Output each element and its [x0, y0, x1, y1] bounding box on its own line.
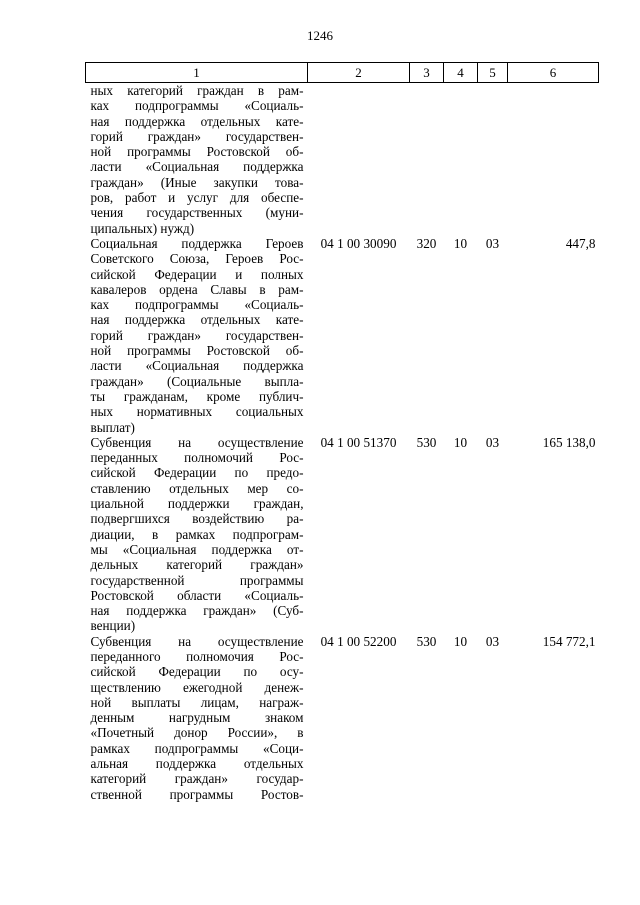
- description-line: ты гражданам, кроме публич-: [90, 388, 304, 404]
- row-description: [86, 236, 308, 435]
- table-row: [86, 435, 599, 634]
- table-row: [86, 236, 599, 435]
- description-line: ная поддержка отдельных кате-: [90, 113, 304, 129]
- description-line: ственной программы Ростов-: [90, 786, 304, 802]
- table-header: [86, 63, 599, 83]
- description-line: ных категорий граждан в рам-: [90, 83, 304, 98]
- description-line: сийской Федерации по осу-: [90, 664, 304, 680]
- row-code: 04 1 00 51370: [320, 434, 397, 450]
- description-line: ласти «Социальная поддержка: [90, 358, 304, 374]
- description-line: граждан» (Социальные выпла-: [90, 373, 304, 389]
- description-line: сийской Федерации по предо-: [90, 465, 304, 481]
- row-col-5: 03: [485, 235, 500, 251]
- description-line: Ростовской области «Социаль-: [90, 587, 304, 603]
- description-line: горий граждан» государствен-: [90, 327, 304, 343]
- description-line: дельных категорий граждан»: [90, 557, 304, 573]
- description-line: выплат): [90, 419, 135, 435]
- description-line: ществлению ежегодной денеж-: [90, 679, 304, 695]
- description-line: подвергшихся воздействию ра-: [90, 511, 304, 527]
- description-line: Субвенция на осуществление: [90, 434, 304, 450]
- row-code: 04 1 00 52200: [320, 633, 397, 649]
- table-row: [86, 83, 599, 236]
- description-line: ных нормативных социальных: [90, 404, 304, 420]
- description-line: граждан» (Иные закупки това-: [90, 174, 304, 190]
- description-line: Субвенция на осуществление: [90, 633, 304, 649]
- row-col-3: 320: [416, 235, 437, 251]
- header-col-1: 1: [86, 63, 308, 83]
- description-line: альная поддержка отдельных: [90, 756, 304, 772]
- row-col-4: 10: [453, 633, 468, 649]
- description-line: ставлению отдельных мер со-: [90, 480, 304, 496]
- budget-table: [85, 62, 599, 802]
- description-line: переданных полномочий Рос-: [90, 450, 304, 466]
- row-description: [86, 634, 308, 802]
- row-col-5: 03: [485, 633, 500, 649]
- page-number: 1246: [307, 28, 333, 43]
- row-col-5: [478, 83, 508, 236]
- description-line: «Почетный донор России», в: [90, 725, 304, 741]
- row-amount: 154 772,1: [542, 633, 596, 649]
- row-amount: 165 138,0: [542, 434, 596, 450]
- description-line: мы «Социальная поддержка от-: [90, 541, 304, 557]
- description-line: категорий граждан» государ-: [90, 771, 304, 787]
- header-col-3: 3: [410, 63, 444, 83]
- row-amount: 447,8: [565, 235, 596, 251]
- description-line: рамках подпрограммы «Соци-: [90, 740, 304, 756]
- row-col-4: 10: [453, 235, 468, 251]
- row-col-3: 530: [416, 633, 437, 649]
- row-col-4: [444, 83, 478, 236]
- description-line: денным нагрудным знаком: [90, 710, 304, 726]
- description-line: ках подпрограммы «Социаль-: [90, 297, 304, 313]
- row-code: [308, 83, 410, 236]
- row-amount: [508, 83, 599, 236]
- row-col-3: 530: [416, 434, 437, 450]
- description-line: ласти «Социальная поддержка: [90, 159, 304, 175]
- header-col-5: 5: [478, 63, 508, 83]
- row-col-4: 10: [453, 434, 468, 450]
- description-line: государственной программы: [90, 572, 304, 588]
- description-line: ной программы Ростовской об-: [90, 343, 304, 359]
- table-row: [86, 634, 599, 802]
- header-col-4: 4: [444, 63, 478, 83]
- description-line: горий граждан» государствен-: [90, 128, 304, 144]
- row-description: [86, 435, 308, 634]
- row-col-5: 03: [485, 434, 500, 450]
- description-line: сийской Федерации и полных: [90, 266, 304, 282]
- row-col-3: [410, 83, 444, 236]
- description-line: ках подпрограммы «Социаль-: [90, 98, 304, 114]
- description-line: кавалеров ордена Славы в рам-: [90, 281, 304, 297]
- description-line: Советского Союза, Героев Рос-: [90, 251, 304, 267]
- row-code: 04 1 00 30090: [320, 235, 397, 251]
- header-col-6: 6: [508, 63, 599, 83]
- description-line: ная поддержка граждан» (Суб-: [90, 603, 304, 619]
- description-line: диации, в рамках подпрограм-: [90, 526, 304, 542]
- description-line: чения государственных (муни-: [90, 205, 304, 221]
- description-line: переданного полномочия Рос-: [90, 648, 304, 664]
- description-line: циальной поддержки граждан,: [90, 496, 304, 512]
- description-line: ной программы Ростовской об-: [90, 144, 304, 160]
- description-line: ной выплаты лицам, награж-: [90, 694, 304, 710]
- table-body: [86, 83, 599, 802]
- description-line: ров, работ и услуг для обеспе-: [90, 190, 304, 206]
- description-line: ципальных) нужд): [90, 220, 195, 236]
- description-line: венции): [90, 618, 136, 634]
- header-col-2: 2: [308, 63, 410, 83]
- description-line: Социальная поддержка Героев: [90, 235, 304, 251]
- row-description: [86, 83, 308, 236]
- description-line: ная поддержка отдельных кате-: [90, 312, 304, 328]
